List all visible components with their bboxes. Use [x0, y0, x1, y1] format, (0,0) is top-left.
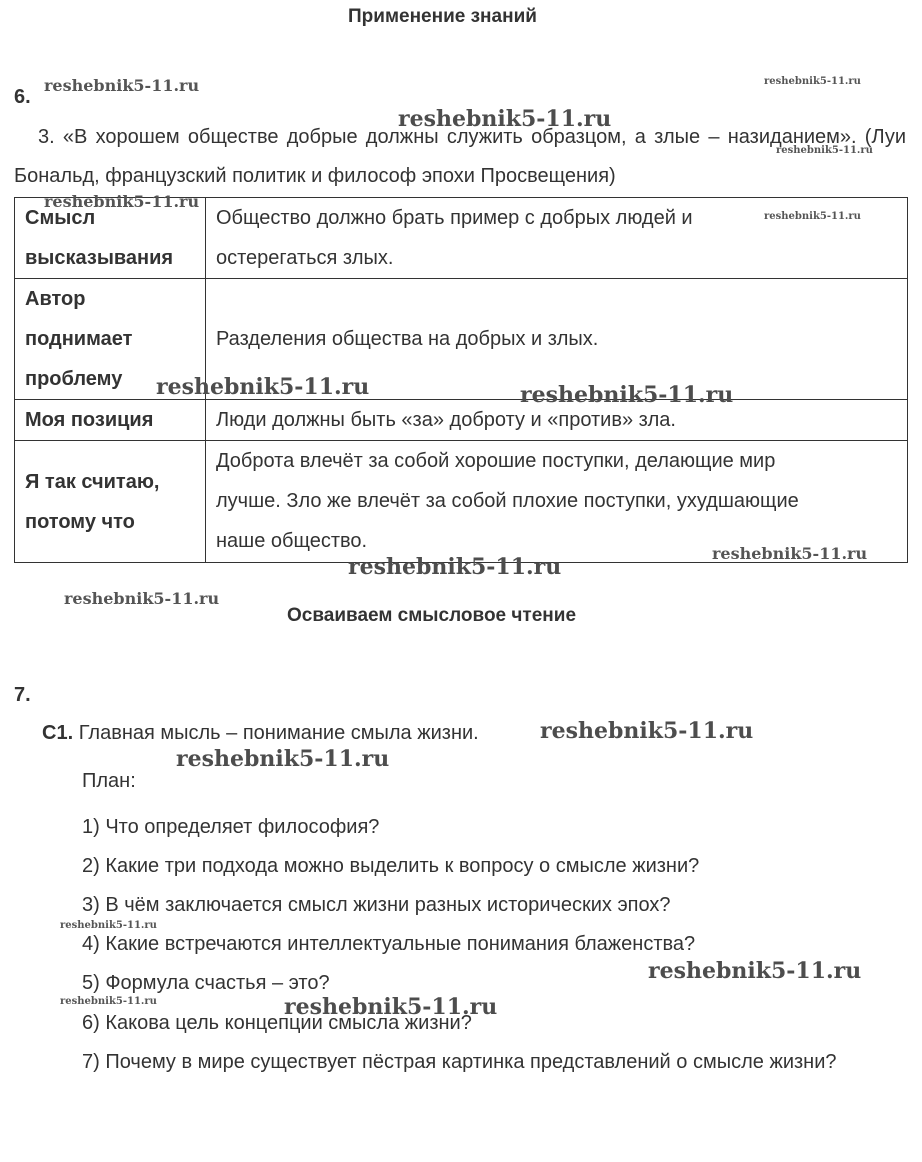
section-title-reading: Осваиваем смысловое чтение — [287, 605, 577, 626]
plan-item: 3) В чём заключается смысл жизни разных исторических эпох? — [82, 894, 671, 916]
watermark: reshebnik5-11.ru — [60, 920, 157, 931]
watermark: reshebnik5-11.ru — [348, 554, 562, 580]
row-value-text: Общество должно брать пример с добрых людей и — [216, 207, 693, 229]
main-idea-text: Главная мысль – понимание смыла жизни. — [78, 722, 479, 744]
watermark: reshebnik5-11.ru — [398, 106, 612, 132]
c1-line — [42, 722, 479, 745]
row-value-text: Люди должны быть «за» доброту и «против» зла. — [216, 409, 676, 431]
watermark: reshebnik5-11.ru — [156, 374, 370, 400]
row-key-position — [15, 400, 206, 441]
watermark: reshebnik5-11.ru — [176, 746, 390, 772]
row-key-text: высказывания — [25, 247, 174, 269]
watermark: reshebnik5-11.ru — [712, 544, 868, 563]
watermark: reshebnik5-11.ru — [520, 382, 734, 408]
watermark: reshebnik5-11.ru — [44, 76, 200, 95]
task6-quote: 3. «В хорошем обществе добрые должны служить образцом, а злые – назиданием». (Луи Бональд, французский политик и философ эпохи Просвещения) — [14, 126, 906, 187]
row-value-meaning — [206, 198, 908, 279]
row-key-reason — [15, 441, 206, 563]
row-key-text: Смысл — [25, 207, 96, 229]
plan-item: 5) Формула счастья – это? — [82, 972, 330, 994]
row-key-text: Я так считаю, — [25, 470, 160, 493]
row-key-text: проблему — [25, 368, 123, 390]
row-key-text: потому что — [25, 510, 135, 533]
plan-item: 6) Какова цель концепции смысла жизни? — [82, 1012, 472, 1034]
plan-item: 1) Что определяет философия? — [82, 816, 380, 838]
row-key-text: Автор — [25, 288, 86, 310]
row-value-text: Доброта влечёт за собой хорошие поступки, делающие мир — [216, 450, 776, 472]
watermark: reshebnik5-11.ru — [764, 76, 861, 87]
watermark: reshebnik5-11.ru — [540, 718, 754, 744]
table-row — [15, 279, 908, 400]
c1-label: С1. — [42, 722, 74, 744]
watermark: reshebnik5-11.ru — [648, 958, 862, 984]
task-number-7: 7. — [14, 684, 31, 706]
watermark: reshebnik5-11.ru — [44, 192, 200, 211]
task6-table — [14, 197, 908, 563]
row-value-text: лучше. Зло же влечёт за собой плохие поступки, ухудшающие — [216, 490, 799, 512]
watermark: reshebnik5-11.ru — [60, 996, 157, 1007]
table-row — [15, 400, 908, 441]
row-value-text: Разделения общества на добрых и злых. — [216, 328, 599, 350]
task-number-6: 6. — [14, 86, 31, 108]
watermark: reshebnik5-11.ru — [284, 994, 498, 1020]
plan-label: План: — [82, 770, 136, 792]
plan-item: 2) Какие три подхода можно выделить к вопросу о смысле жизни? — [82, 855, 700, 877]
row-value-text: наше общество. — [216, 530, 368, 552]
plan-item: 4) Какие встречаются интеллектуальные понимания блаженства? — [82, 933, 696, 955]
watermark: reshebnik5-11.ru — [764, 211, 861, 222]
section-title-application: Применение знаний — [348, 6, 537, 27]
row-key-text: поднимает — [25, 328, 133, 350]
watermark: reshebnik5-11.ru — [776, 145, 873, 156]
row-key-text: Моя позиция — [25, 409, 154, 431]
watermark: reshebnik5-11.ru — [64, 589, 220, 608]
plan-item-last: 7) Почему в мире существует пёстрая картинка представлений о смысле жизни? — [82, 1051, 837, 1073]
row-value-text: остерегаться злых. — [216, 247, 394, 269]
